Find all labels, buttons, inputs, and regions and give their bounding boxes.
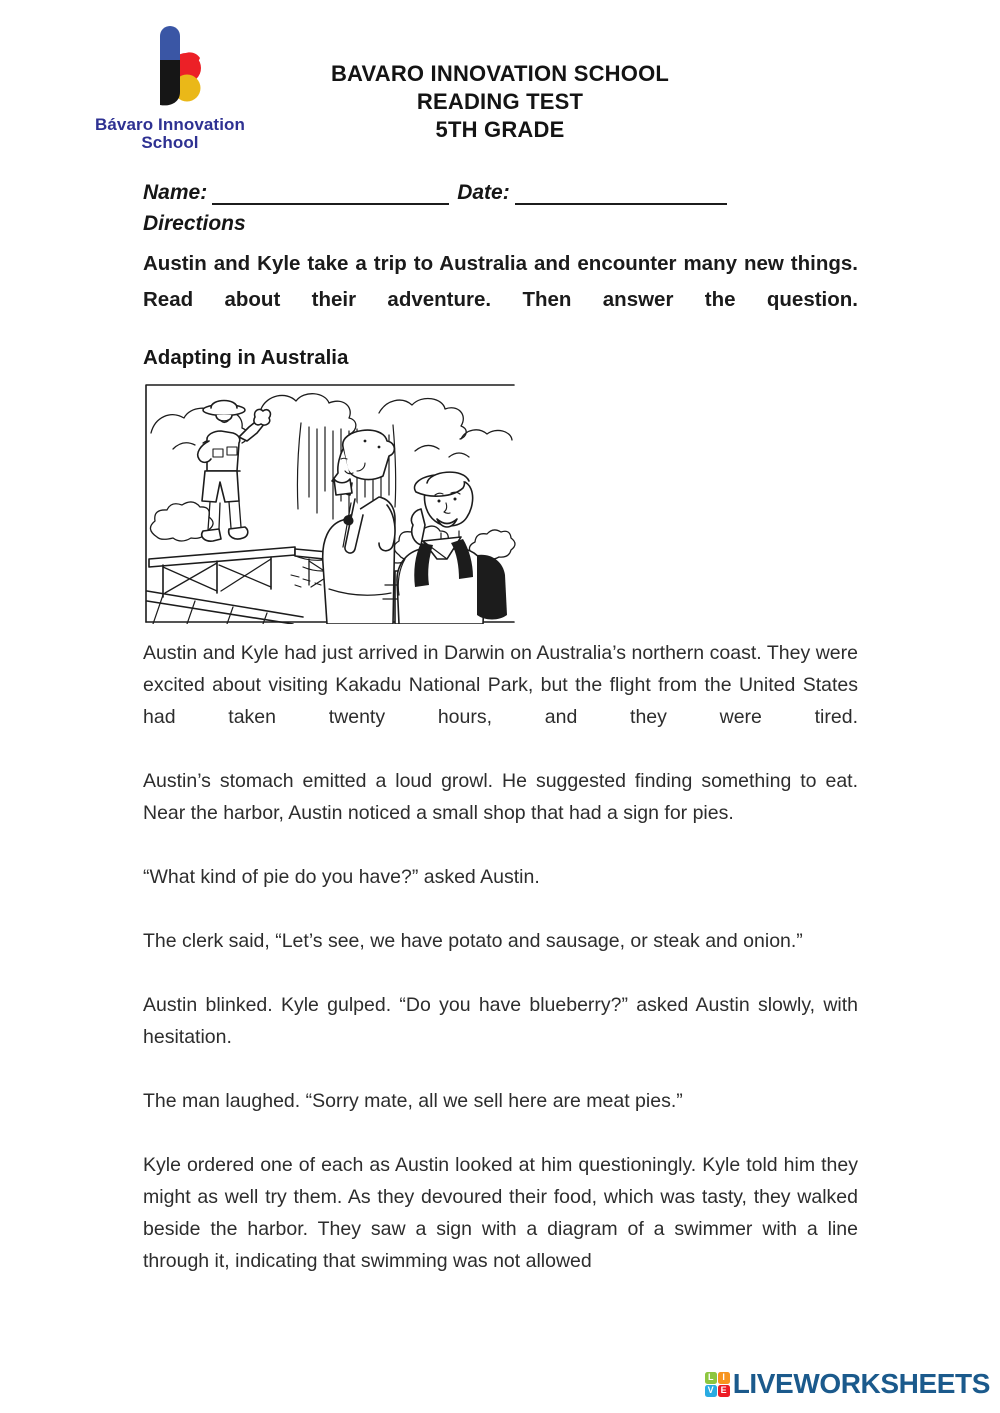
date-label: Date: [457,181,510,204]
story-title: Adapting in Australia [143,346,349,369]
liveworksheets-logo[interactable] [705,1368,990,1400]
document-header [0,60,1000,144]
story-paragraph: The man laughed. “Sorry mate, all we sell here are meat pies.” [143,1090,683,1112]
header-school-title: BAVARO INNOVATION SCHOOL [330,61,670,86]
date-blank-field[interactable] [515,181,727,205]
school-name-line2: School [141,133,199,153]
story-paragraph: Austin’s stomach emitted a loud growl. He suggested finding something to eat. Near the harbor, Austin noticed a small shop that had a sign for pies. [143,770,858,824]
story-paragraph: Kyle ordered one of each as Austin looked at him questioningly. Kyle told him they might as well try them. As they devoured their food, which was tasty, they walked beside the harbor. They saw a sign with a diagram of a swimmer with a line through it, indicating that swimming was not allowed [143,1154,858,1272]
liveworksheets-tile-l: L [705,1372,717,1384]
liveworksheets-tiles-icon [705,1372,730,1397]
story-paragraph: Austin blinked. Kyle gulped. “Do you have blueberry?” asked Austin slowly, with hesitation. [143,994,858,1048]
liveworksheets-tile-v: V [705,1385,717,1397]
story-paragraph: The clerk said, “Let’s see, we have potato and sausage, or steak and onion.” [143,930,803,952]
header-grade: 5TH GRADE [435,117,565,142]
name-label: Name: [143,181,208,204]
name-blank-field[interactable] [212,181,449,205]
story-paragraph: “What kind of pie do you have?” asked Austin. [143,866,540,888]
directions-heading: Directions [143,212,246,235]
ground-texture [291,575,321,587]
park-ranger-figure [198,401,271,542]
header-test-title: READING TEST [416,89,584,114]
directions-text: Austin and Kyle take a trip to Australia and encounter many new things. Read about their adventure. Then answer the question. [143,252,858,311]
liveworksheets-wordmark: LIVEWORKSHEETS [732,1368,990,1399]
story-paragraphs [143,637,858,1309]
school-name-line1: Bávaro Innovation [94,115,245,134]
liveworksheets-tile-e: E [718,1385,730,1397]
story-paragraph: Austin and Kyle had just arrived in Darwin on Australia’s northern coast. They were excited about visiting Kakadu National Park, but the flight from the United States had taken twenty hours, and they were tired. [143,642,858,728]
liveworksheets-tile-i: I [718,1372,730,1384]
name-date-row [143,179,858,205]
story-illustration [143,379,517,624]
